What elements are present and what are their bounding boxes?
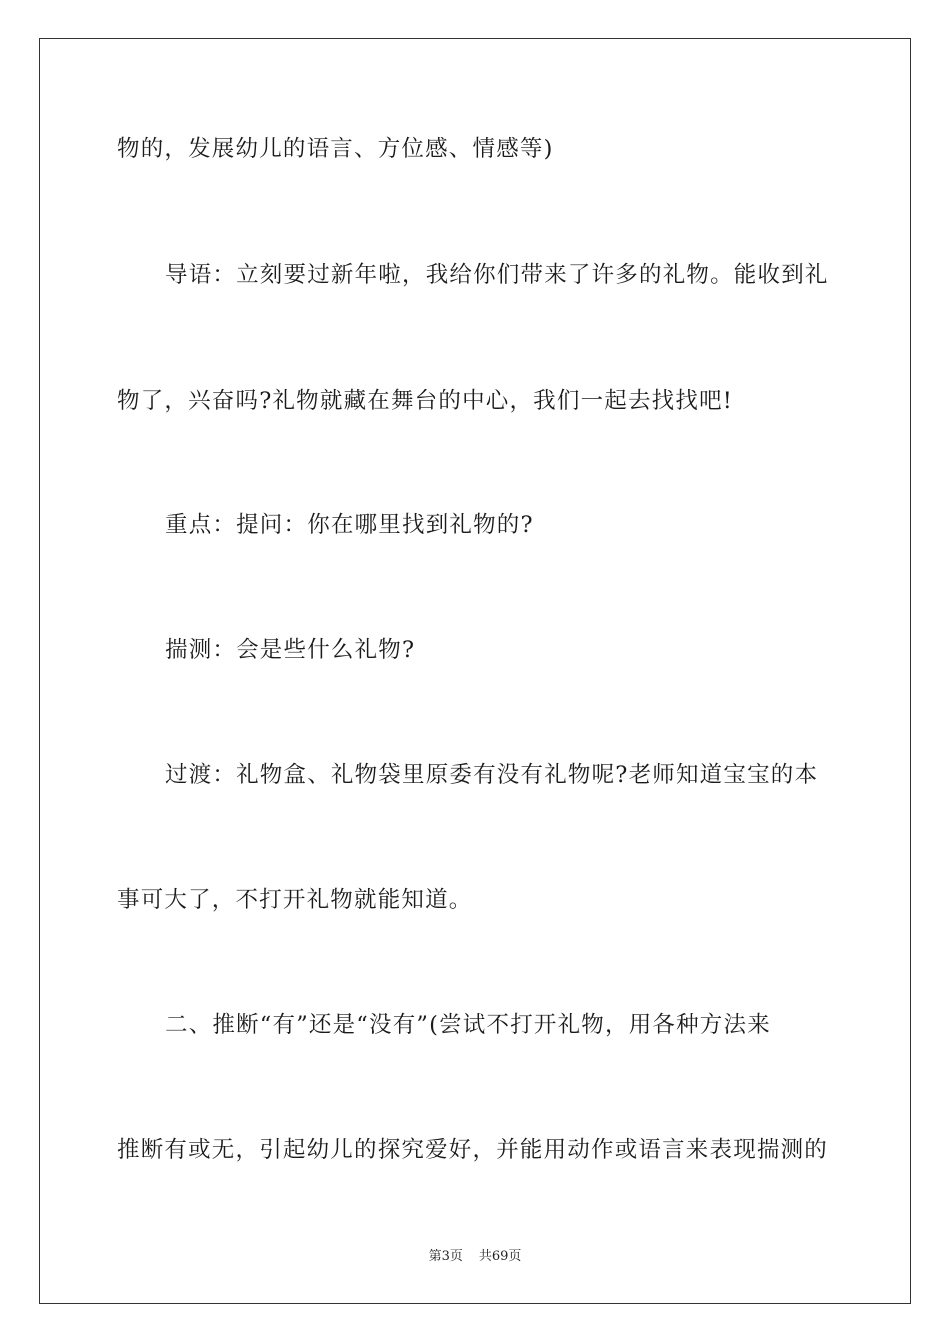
paragraph-line-9: 推断有或无，引起幼儿的探究爱好，并能用动作或语言来表现揣测的 bbox=[117, 1137, 829, 1163]
page-footer bbox=[0, 1245, 950, 1264]
page-number: 第3页 bbox=[428, 1249, 463, 1264]
paragraph-line-3: 物了，兴奋吗?礼物就藏在舞台的中心，我们一起去找找吧! bbox=[117, 388, 734, 414]
page-total: 共69页 bbox=[478, 1249, 522, 1264]
paragraph-line-8: 二、推断“有”还是“没有”(尝试不打开礼物，用各种方法来 bbox=[165, 1012, 771, 1038]
paragraph-line-2: 导语：立刻要过新年啦，我给你们带来了许多的礼物。能收到礼 bbox=[165, 262, 829, 288]
paragraph-line-1: 物的，发展幼儿的语言、方位感、情感等) bbox=[117, 136, 554, 162]
paragraph-line-6: 过渡：礼物盒、礼物袋里原委有没有礼物呢?老师知道宝宝的本 bbox=[165, 762, 819, 788]
page-frame bbox=[39, 38, 911, 1304]
paragraph-line-5: 揣测：会是些什么礼物? bbox=[165, 637, 416, 663]
paragraph-line-7: 事可大了，不打开礼物就能知道。 bbox=[117, 887, 473, 913]
paragraph-line-4: 重点：提问：你在哪里找到礼物的? bbox=[165, 512, 534, 538]
